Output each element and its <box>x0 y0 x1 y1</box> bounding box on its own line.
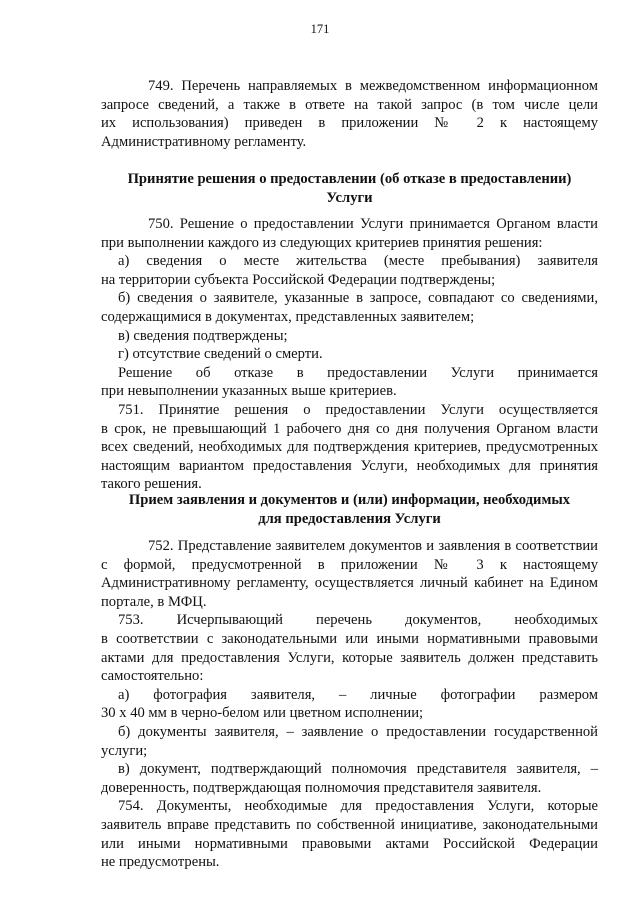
heading-line: Прием заявления и документов и (или) информации, необходимых <box>128 492 571 508</box>
text-line: 754. Документы, необходимые для предоставления Услуги, которые <box>118 798 598 815</box>
text-line: всех сведений, необходимых для подтверждения критериев, предусмотренных <box>101 439 598 456</box>
page-number: 171 <box>310 22 330 36</box>
text-line: портале, в МФЦ. <box>101 593 207 610</box>
text-line: услуги; <box>101 742 148 759</box>
text-line: 752. Представление заявителем документов и заявления в соответствии <box>148 538 598 554</box>
text-line: на территории субъекта Российской Федерации подтверждены; <box>101 271 496 288</box>
text-line: с формой, предусмотренной в приложении № 3 к настоящему <box>101 556 598 573</box>
text-line: б) документы заявителя, – заявление о предоставлении государственной <box>118 723 598 740</box>
heading-line: для предоставления Услуги <box>258 510 441 527</box>
paragraph-749 <box>101 77 598 151</box>
text-line: а) сведения о месте жительства (месте пребывания) заявителя <box>118 253 598 270</box>
heading-line: Принятие решения о предоставлении (об отказе в предоставлении) <box>127 171 572 187</box>
text-line: самостоятельно: <box>101 668 204 685</box>
text-line: или иными нормативными правовыми актами Российской Федерации <box>101 835 598 852</box>
text-line: а) фотография заявителя, – личные фотографии размером <box>118 686 598 703</box>
text-line: 30 x 40 мм в черно-белом или цветном исполнении; <box>101 705 424 722</box>
text-line: такого решения. <box>101 476 202 493</box>
text-line: при выполнении каждого из следующих критериев принятия решения: <box>101 234 543 251</box>
text-line: в) документ, подтверждающий полномочия представителя заявителя, – <box>118 761 598 778</box>
text-line: 749. Перечень направляемых в межведомственном информационном <box>148 78 598 94</box>
text-line: Административному регламенту. <box>101 133 307 150</box>
text-line: б) сведения о заявителе, указанные в запросе, совпадают со сведениями, <box>118 290 598 307</box>
text-line: настоящим вариантом предоставления Услуги, необходимых для принятия <box>101 457 598 474</box>
section-heading-application <box>101 491 598 528</box>
text-line: 751. Принятие решения о предоставлении Услуги осуществляется <box>118 401 598 418</box>
paragraph-750 <box>101 215 598 494</box>
text-line: Административному регламенту, осуществляется личный кабинет на Едином <box>101 575 598 592</box>
heading-line: Услуги <box>326 189 373 206</box>
text-line: в срок, не превышающий 1 рабочего дня со дня получения Органом власти <box>101 420 598 437</box>
text-line: заявитель вправе представить по собственной инициативе, законодательными <box>101 816 598 833</box>
text-line: актами для предоставления Услуги, которые заявитель должен представить <box>101 649 598 666</box>
section-heading-decision <box>101 170 598 207</box>
text-line: запросе сведений, а также в ответе на такой запрос (в том числе цели <box>101 96 598 113</box>
text-line: при невыполнении указанных выше критериев. <box>101 383 397 400</box>
text-line: доверенность, подтверждающая полномочия представителя заявителя. <box>101 779 542 796</box>
text-line: содержащимися в документах, представленных заявителем; <box>101 308 475 325</box>
text-line: Решение об отказе в предоставлении Услуги принимается <box>118 364 598 381</box>
text-line: не предусмотрены. <box>101 854 220 871</box>
paragraph-752 <box>101 537 598 872</box>
text-line: в) сведения подтверждены; <box>118 327 288 344</box>
text-line: г) отсутствие сведений о смерти. <box>118 346 323 363</box>
text-line: их использования) приведен в приложении № 2 к настоящему <box>101 115 598 132</box>
text-line: в соответствии с законодательными или иными нормативными правовыми <box>101 630 598 647</box>
text-line: 753. Исчерпывающий перечень документов, необходимых <box>118 612 598 629</box>
text-line: 750. Решение о предоставлении Услуги принимается Органом власти <box>148 216 598 232</box>
